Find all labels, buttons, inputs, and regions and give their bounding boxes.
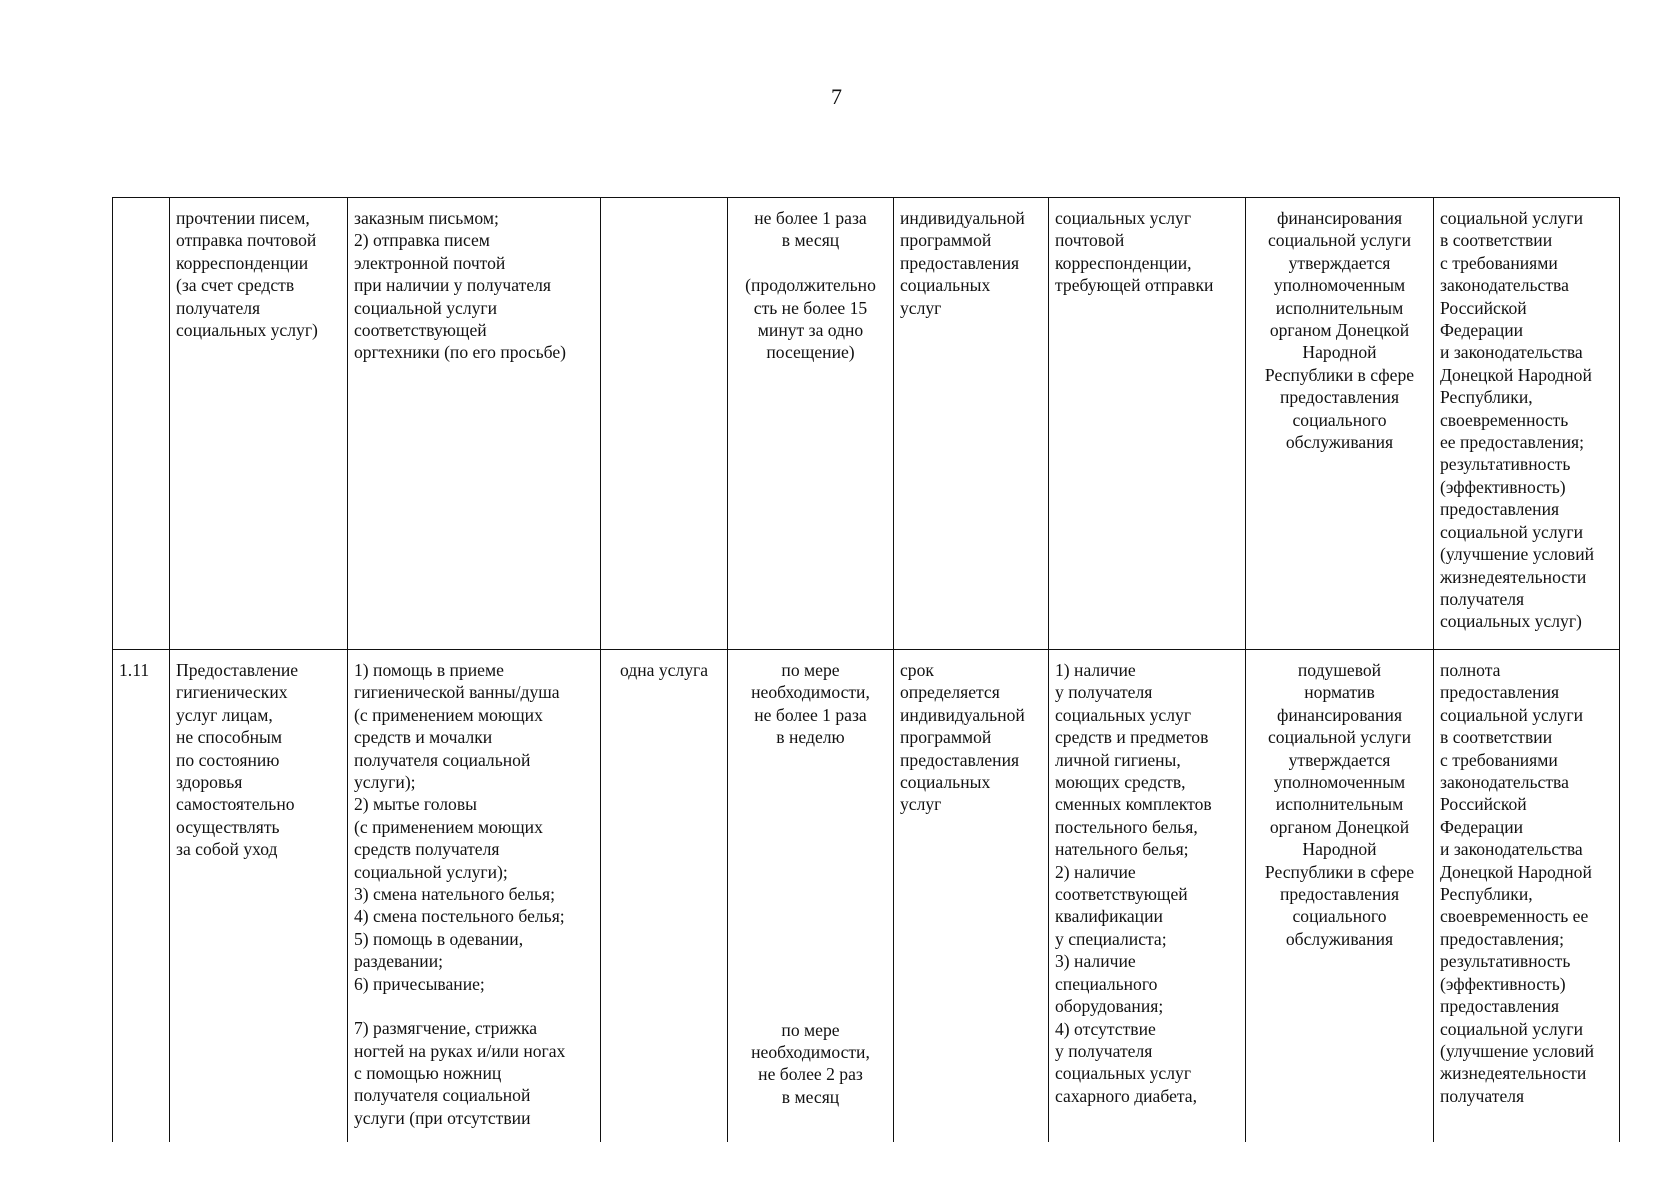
- table-row: [113, 198, 1620, 650]
- cell-term: индивидуальной программой предоставления социальных услуг: [894, 198, 1049, 650]
- cell-periodicity: не более 1 раза в месяц (продолжительно сть не более 15 минут за одно посещение): [728, 198, 894, 650]
- cell-service-content: [348, 650, 601, 1142]
- cell-service-name: прочтении писем, отправка почтовой корреспонденции (за счет средств получателя социальных услуг): [170, 198, 348, 650]
- cell-financing: финансирования социальной услуги утверждается уполномоченным исполнительным органом Донецкой Народной Республики в сфере предоставления социального обслуживания: [1246, 198, 1434, 650]
- cell-unit: одна услуга: [601, 650, 728, 1142]
- cell-number: 1.11: [113, 650, 170, 1142]
- page-number: 7: [831, 84, 842, 109]
- periodicity-part-2: по мере необходимости, не более 2 раз в месяц: [751, 1019, 870, 1107]
- cell-service-name: Предоставление гигиенических услуг лицам, не способным по состоянию здоровья самостоятельно осуществлять за собой уход: [170, 650, 348, 1142]
- cell-financing: подушевой норматив финансирования социальной услуги утверждается уполномоченным исполнительным органом Донецкой Народной Республики в сфере предоставления социального обслуживания: [1246, 650, 1434, 1142]
- cell-conditions: социальных услуг почтовой корреспонденции, требующей отправки: [1049, 198, 1246, 650]
- cell-unit: [601, 198, 728, 650]
- cell-quality: социальной услуги в соответствии с требованиями законодательства Российской Федерации и законодательства Донецкой Народной Республики, своевременность ее предоставления; результативность (эффективность) предоставления социальной услуги (улучшение условий жизнедеятельности получателя социальных услуг): [1434, 198, 1620, 650]
- table-row: [113, 650, 1620, 1142]
- content-part-1: 1) помощь в приеме гигиенической ванны/душа (с применением моющих средств и мочалки получателя социальной услуги); 2) мытье головы (с применением моющих средств получателя социальной услуги); 3) смена нательного белья; 4) смена постельного белья; 5) помощь в одевании, раздевании; 6) причесывание;: [354, 660, 565, 994]
- cell-term: срок определяется индивидуальной программой предоставления социальных услуг: [894, 650, 1049, 1142]
- content-part-2: 7) размягчение, стрижка ногтей на руках и/или ногах с помощью ножниц получателя социальной услуги (при отсутствии: [354, 1018, 566, 1128]
- cell-quality: полнота предоставления социальной услуги в соответствии с требованиями законодательства Российской Федерации и законодательства Донецкой Народной Республики, своевременность ее предоставления; результативность (эффективность) предоставления социальной услуги (улучшение условий жизнедеятельности получателя: [1434, 650, 1620, 1142]
- cell-number: [113, 198, 170, 650]
- services-table: [112, 197, 1620, 1142]
- cell-conditions: 1) наличие у получателя социальных услуг средств и предметов личной гигиены, моющих средств, сменных комплектов постельного белья, нательного белья; 2) наличие соответствующей квалификации у специалиста; 3) наличие специального оборудования; 4) отсутствие у получателя социальных услуг сахарного диабета,: [1049, 650, 1246, 1142]
- cell-periodicity: [728, 650, 894, 1142]
- cell-service-content: заказным письмом; 2) отправка писем электронной почтой при наличии у получателя социальной услуги соответствующей оргтехники (по его просьбе): [348, 198, 601, 650]
- periodicity-part-1: по мере необходимости, не более 1 раза в неделю: [751, 660, 870, 748]
